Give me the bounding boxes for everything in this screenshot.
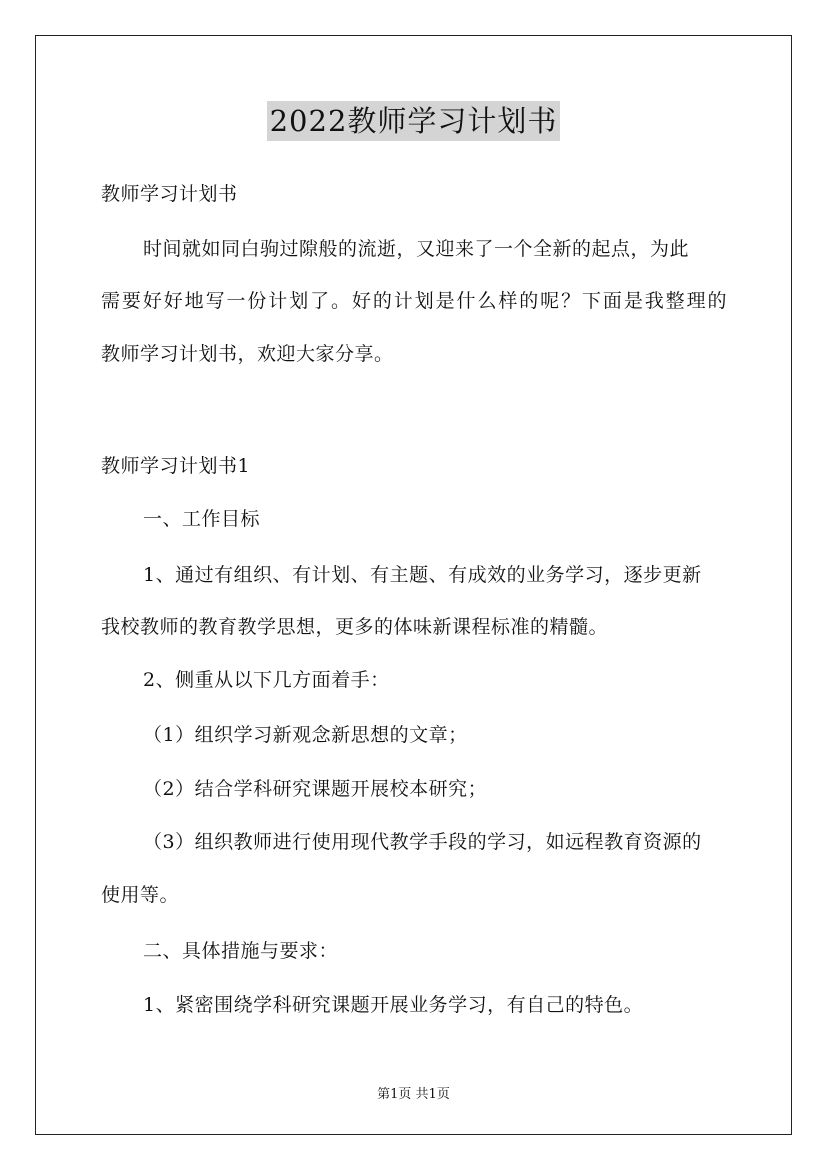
sub-item-3-line-1: （3）组织教师进行使用现代教学手段的学习，如远程教育资源的 [143, 831, 702, 853]
part2-heading: 二、具体措施与要求： [143, 940, 339, 962]
subheading: 教师学习计划书 [101, 183, 238, 205]
item1-line-2: 我校教师的教育教学思想，更多的体味新课程标准的精髓。 [101, 616, 609, 638]
intro-line-3: 教师学习计划书，欢迎大家分享。 [101, 343, 394, 365]
sub-item-3-line-2: 使用等。 [101, 884, 180, 906]
title-container [0, 101, 827, 141]
page-footer [0, 1083, 827, 1102]
item2: 2、侧重从以下几方面着手： [143, 669, 390, 691]
item1-line-1: 1、通过有组织、有计划、有主题、有成效的业务学习，逐步更新 [143, 564, 702, 586]
page-number-label: 第1页 共1页 [377, 1087, 450, 1102]
part1-heading: 一、工作目标 [143, 508, 261, 530]
part2-item-1: 1、紧密围绕学科研究课题开展业务学习，有自己的特色。 [143, 994, 644, 1016]
sub-item-1: （1）组织学习新观念新思想的文章； [143, 724, 468, 746]
document-title: 2022教师学习计划书 [267, 101, 561, 141]
intro-line-1: 时间就如同白驹过隙般的流逝，又迎来了一个全新的起点，为此 [143, 238, 690, 260]
section-title: 教师学习计划书1 [101, 455, 251, 477]
intro-line-2: 需要好好地写一份计划了。好的计划是什么样的呢？下面是我整理的 [101, 290, 727, 312]
sub-item-2: （2）结合学科研究课题开展校本研究； [143, 778, 488, 800]
